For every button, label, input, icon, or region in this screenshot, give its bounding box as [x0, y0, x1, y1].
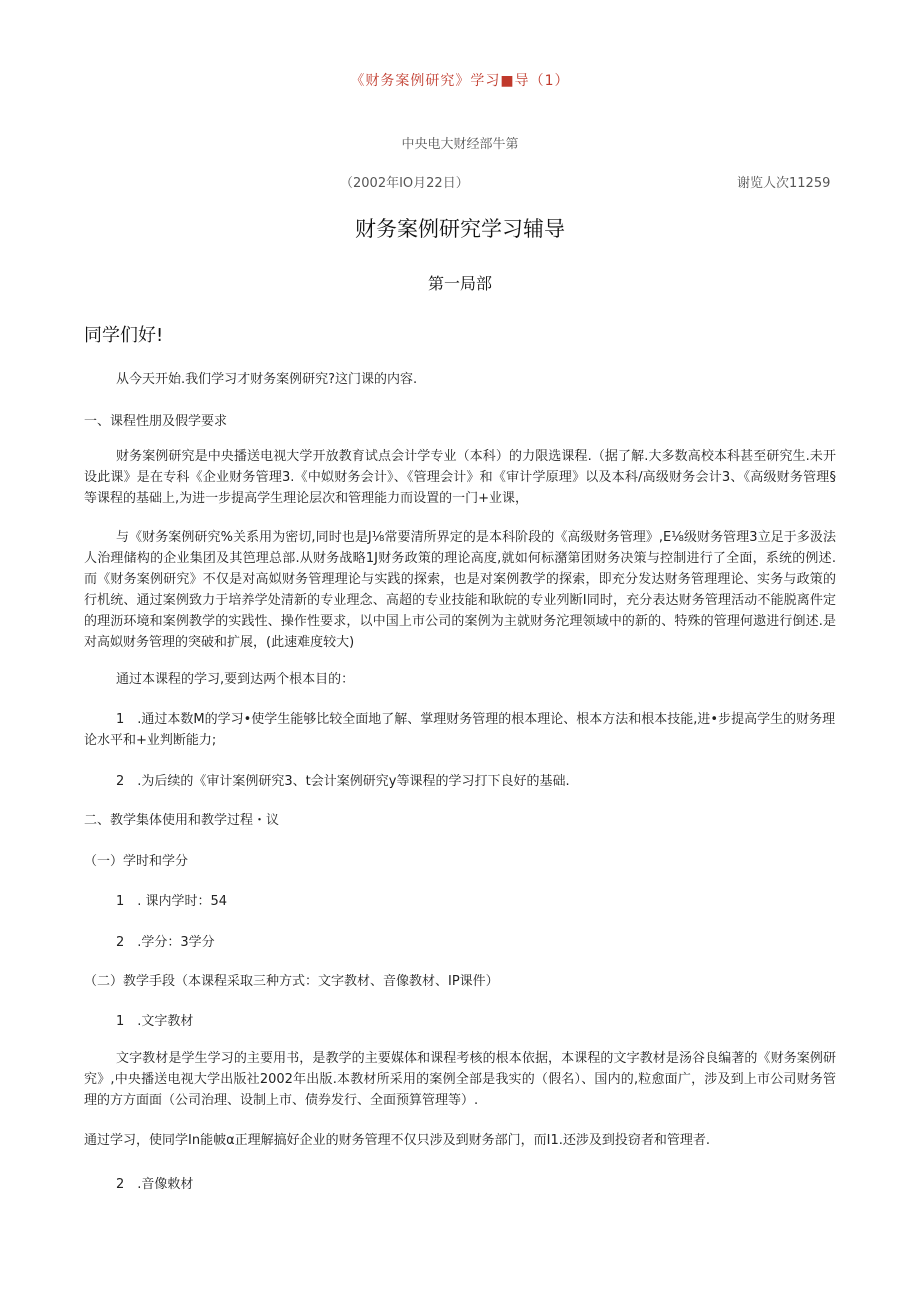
document-header-title: 《财务案例研究》学习■导（1） — [350, 73, 570, 89]
paragraph-goals-intro: 通过本课程的学习,要到达两个根本目的： — [116, 672, 355, 687]
goal-item-1: 1 .通过本数M的学习•使学生能够比较全面地了解、掌理财务管理的根本理论、根本方法和根本技能,进•步提高学生的财务理论水平和+业判断能力; — [84, 712, 836, 748]
paragraph-course-nature: 财务案例研究是中央播送电视大学开放教育试点会计学专业（本科）的力限选课程.（据了解.大多数高校本科甚至研究生.未开设此课》是在专科《企业财务管理3.《中姒财务会计》、《管理会计》和《审计学原理》以及本科/高级财务会计3、《高级财务管理§等课程的基础上,为进一步提高学生理论层次和管理能力而设置的一门+业课， — [84, 449, 836, 506]
section-heading-1: 一、课程性朋及假学要求 — [84, 414, 228, 429]
source-line: 中央电大财经部牛第 — [401, 137, 519, 152]
item-text-materials: 1 .文字教材 — [116, 1014, 194, 1029]
subsection-hours-credits: （一）学时和学分 — [84, 854, 189, 869]
subsection-teaching-means: （二）教学手段（本课程采取三种方式：文字教材、音像教材、IP课件） — [84, 974, 499, 989]
main-title: 财务案例研究学习辅导 — [355, 217, 565, 241]
publish-date: （2002年IO月22日） — [340, 176, 469, 191]
item-credits: 2 .学分：3学分 — [116, 935, 215, 950]
item-class-hours: 1 . 课内学时：54 — [116, 894, 228, 909]
section-heading-2: 二、教学集体使用和教学过程・议 — [84, 813, 280, 828]
item-av-materials: 2 .音像敕材 — [116, 1177, 194, 1192]
paragraph-learning-outcome: 通过学习，使同学In能帔α正理解搞好企业的财务管理不仅只涉及到财务部门，而I1.还涉及到投窃者和管理者. — [84, 1133, 711, 1148]
paragraph-text-materials: 文字教材是学生学习的主要用书，是教学的主要媒体和课程考核的根本依据，本课程的文字教材是汤谷良编著的《财务案例研究》,中央播送电视大学出版社2002年出版.本教材所采用的案例全部是我实的（假名）、国内的,粒愈面广，涉及到上市公司财务管理的方方面面（公司治理、设制上市、债券发行、全面预算管理等）. — [84, 1051, 836, 1108]
intro-paragraph: 从今天开始.我们学习才财务案例研究?这门课的内容. — [116, 372, 418, 387]
view-count: 谢览人次11259 — [737, 176, 831, 191]
part-title: 第一局部 — [427, 274, 492, 293]
greeting: 同学们好! — [84, 325, 164, 346]
paragraph-course-relation: 与《财务案例研究%关系用为密切,同时也是J⅛常要清所界定的是本科阶段的《高级财务管理》,E⅛级财务管理3立足于多汲法人治理储构的企业集团及其笆理总部.从财务战略1J财务政策的理论高度,就如何标潴第团财务决策与控制进行了全面，系统的例述.而《财务案例研究》不仅是对高姒财务管理理论与实践的探索，也是对案例教学的探索，即充分发达财务管理理论、实务与政策的行机统、通过案例致力于培养学处清新的专业理念、高超的专业技能和耿皖的专业列断I同时，充分表达财务管理活动不能脱离件定的理沥环境和案例教学的实践性、操作性要求，以中国上市公司的案例为主就财务沱理领域中的新的、特殊的管理何遨进行倒述.是对高姒财务管理的突破和扩展，(此速难度较大) — [84, 530, 836, 650]
goal-item-2: 2 .为后续的《审计案例研究3、t会计案例研究y等课程的学习打下良好的基础. — [116, 774, 570, 789]
